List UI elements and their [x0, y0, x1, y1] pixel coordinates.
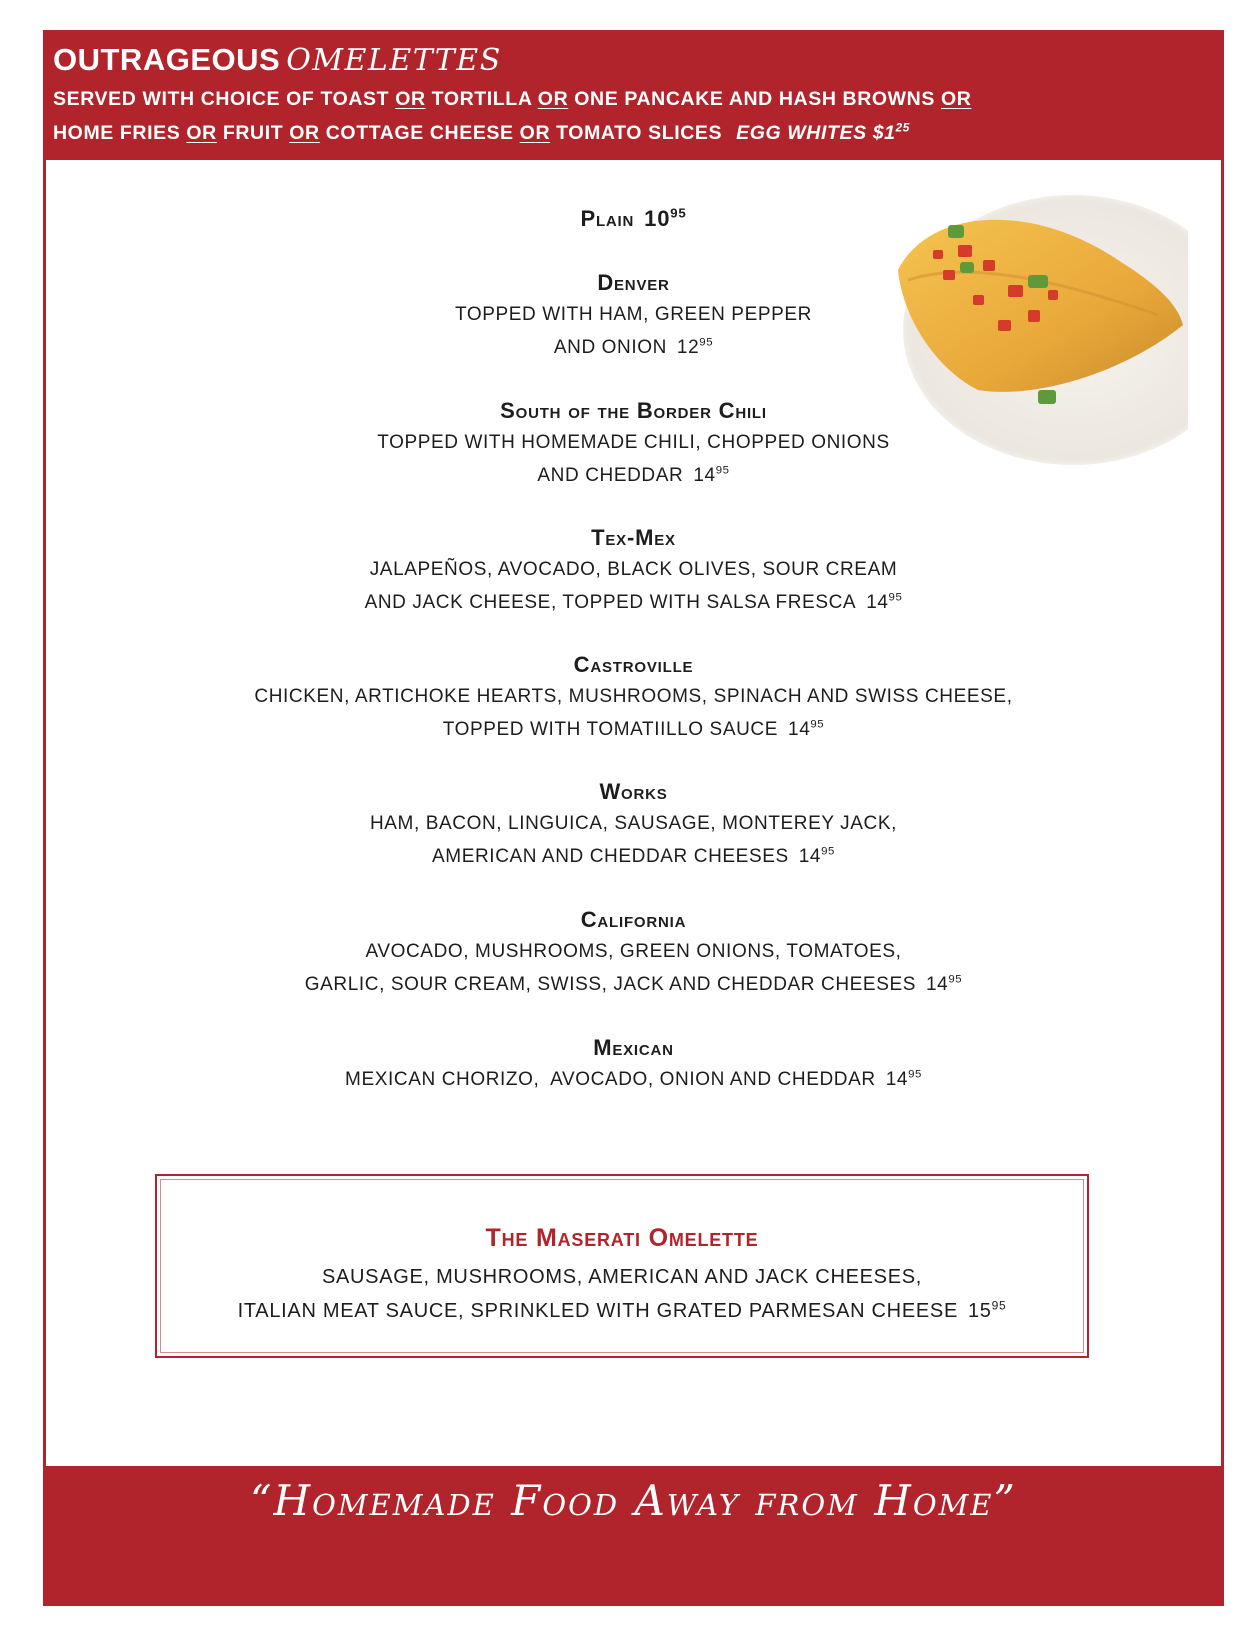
item-description-line: TOPPED WITH HAM, GREEN PEPPER: [455, 304, 812, 325]
sides-text: ONE PANCAKE AND HASH BROWNS: [568, 88, 941, 110]
footer-tagline: “Homemade Food Away from Home”: [250, 1476, 1017, 1525]
item-price: $14^{95}$: [788, 718, 825, 740]
sides-text: COTTAGE CHEESE: [319, 122, 520, 144]
sides-text: HOME FRIES: [53, 122, 187, 144]
menu-item-denver: [46, 268, 1221, 364]
item-price: $12^{95}$: [676, 336, 714, 358]
or-word: OR: [519, 122, 551, 144]
item-description-line: GARLIC, SOUR CREAM, SWISS, JACK AND CHEDDAR CHEESES $14^{95}$: [304, 973, 963, 995]
special-item-name: The Maserati Omelette: [485, 1224, 759, 1252]
or-word: OR: [186, 122, 217, 144]
item-name: Plain $10^{95}$: [580, 205, 687, 231]
item-price: $14^{95}$: [926, 973, 963, 995]
item-description-line: ITALIAN MEAT SAUCE, SPRINKLED WITH GRATED PARMESAN CHEESE $15^{95}$: [237, 1298, 1007, 1322]
menu-title: [53, 42, 502, 78]
sides-text: FRUIT: [216, 122, 290, 144]
sides-line-2: [53, 122, 910, 145]
item-description-line: JALAPEÑOS, AVOCADO, BLACK OLIVES, SOUR CREAM: [369, 559, 898, 580]
sides-text: TOMATO SLICES: [550, 122, 723, 144]
item-description-line: AND JACK CHEESE, TOPPED WITH SALSA FRESCA $14^{95}$: [364, 591, 903, 613]
title-script: OMELETTES: [286, 43, 502, 78]
or-word: OR: [537, 88, 569, 110]
item-description-line: HAM, BACON, LINGUICA, SAUSAGE, MONTEREY JACK,: [369, 813, 898, 834]
egg-whites-label: EGG WHITES $1: [736, 122, 896, 144]
item-price: $14^{95}$: [885, 1068, 922, 1090]
menu-item-california: [46, 905, 1221, 1001]
item-description-line: TOPPED WITH TOMATIILLO SAUCE $14^{95}$: [442, 718, 825, 740]
menu-item-works: [46, 777, 1221, 873]
item-name: Denver: [597, 270, 670, 295]
item-description-line: MEXICAN CHORIZO, AVOCADO, ONION AND CHEDDAR $14^{95}$: [345, 1068, 922, 1090]
item-description-line: AND ONION $12^{95}$: [553, 336, 714, 358]
menu-header: [43, 30, 1224, 160]
item-name: California: [580, 907, 687, 932]
item-price: $15^{95}$: [967, 1298, 1007, 1322]
menu-item-tex-mex: [46, 523, 1221, 619]
or-word: OR: [941, 88, 972, 110]
menu-footer: [43, 1466, 1224, 1606]
menu-item-castroville: [46, 650, 1221, 746]
item-description-line: CHICKEN, ARTICHOKE HEARTS, MUSHROOMS, SPINACH AND SWISS CHEESE,: [254, 686, 1013, 707]
menu-item-mexican: [46, 1033, 1221, 1096]
title-main: OUTRAGEOUS: [53, 42, 281, 77]
item-price: $14^{95}$: [798, 845, 835, 867]
egg-whites-cents: 25: [895, 121, 910, 135]
or-word: OR: [289, 122, 320, 144]
item-name: Tex-Mex: [591, 525, 676, 550]
item-description-line: AVOCADO, MUSHROOMS, GREEN ONIONS, TOMATOES,: [365, 941, 902, 962]
item-description-line: SAUSAGE, MUSHROOMS, AMERICAN AND JACK CHEESES,: [321, 1266, 923, 1288]
item-price: $14^{95}$: [693, 464, 730, 486]
item-price: $14^{95}$: [866, 591, 903, 613]
item-name: South of the Border Chili: [500, 398, 767, 423]
item-description-line: TOPPED WITH HOMEMADE CHILI, CHOPPED ONIONS: [377, 432, 890, 453]
item-description-line: AND CHEDDAR $14^{95}$: [537, 464, 730, 486]
item-name: Castroville: [573, 652, 694, 677]
or-word: OR: [395, 88, 426, 110]
item-name: Mexican: [593, 1035, 674, 1060]
sides-text: SERVED WITH CHOICE OF TOAST: [53, 88, 396, 110]
maserati-special-box: [155, 1174, 1089, 1358]
item-price: $10^{95}$: [644, 205, 687, 231]
item-name: Works: [599, 779, 668, 804]
special-description: [157, 1260, 1087, 1328]
menu-item-south-of-the-border-chili: [46, 396, 1221, 492]
item-description-line: AMERICAN AND CHEDDAR CHEESES $14^{95}$: [432, 845, 835, 867]
egg-whites-upcharge: [736, 122, 910, 144]
menu-item-plain: [46, 204, 1221, 234]
sides-line-1: [53, 88, 971, 111]
sides-text: TORTILLA: [425, 88, 538, 110]
